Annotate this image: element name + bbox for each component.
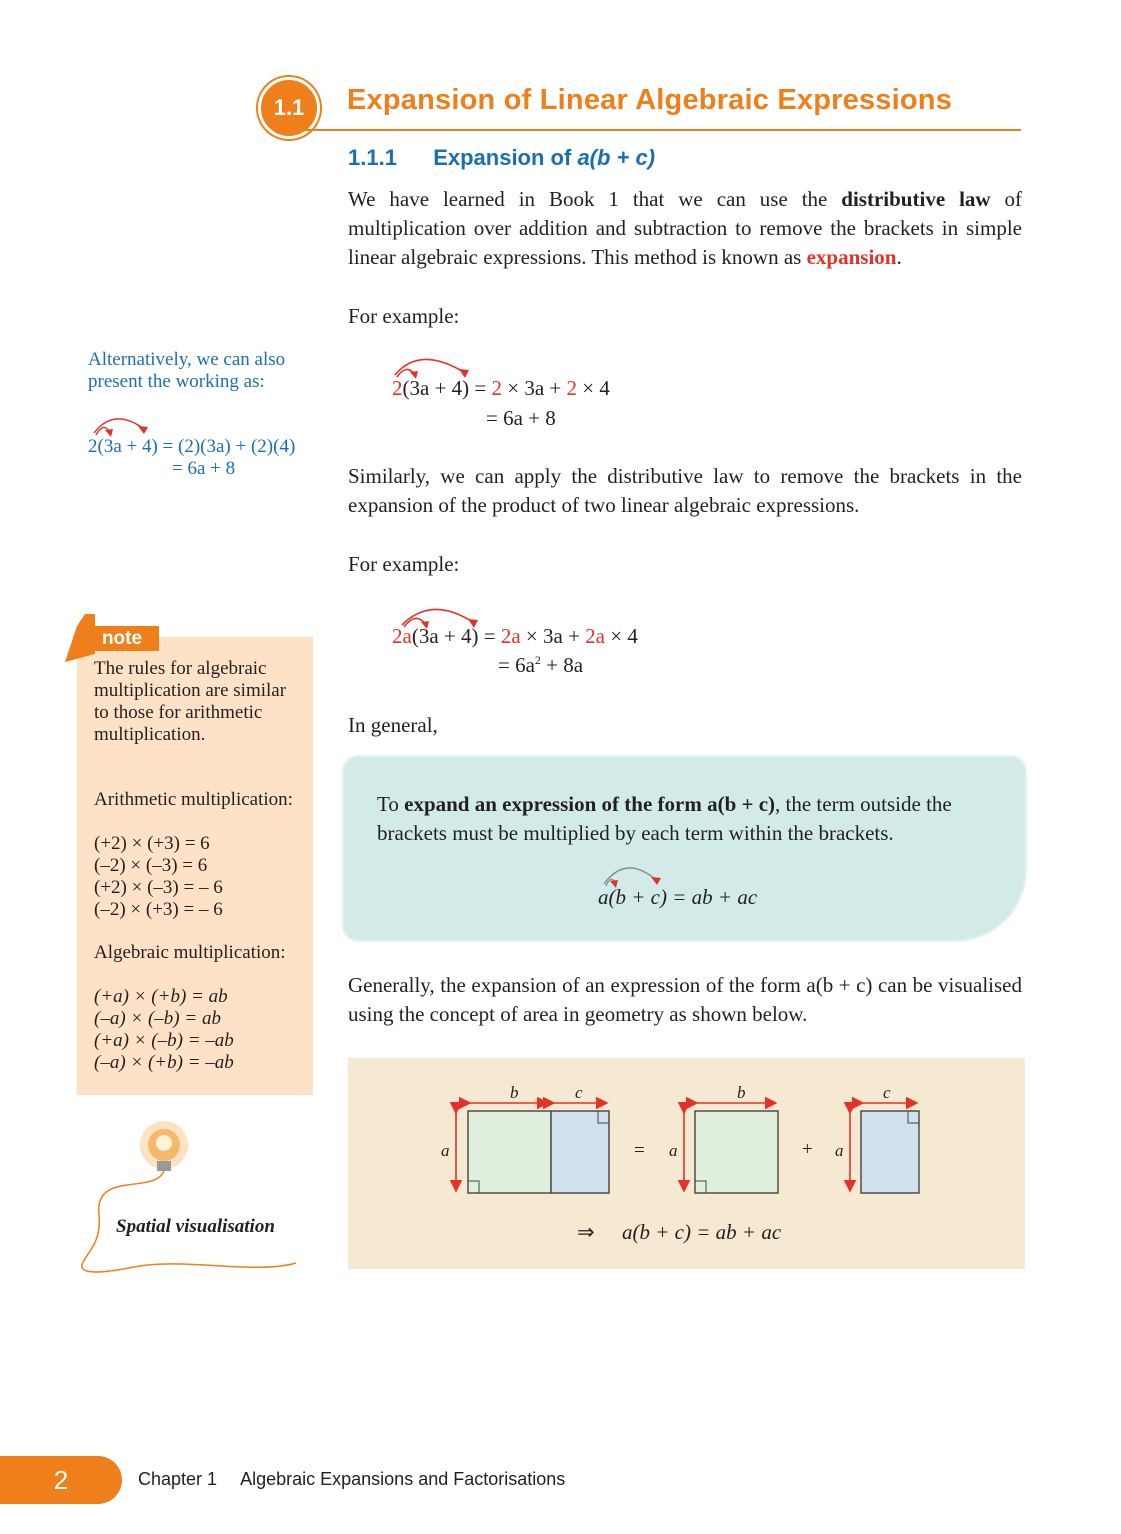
area-label-a-1: a (441, 1141, 450, 1160)
note-algebraic-rule-1: (+a) × (+b) = ab (94, 986, 228, 1007)
note-tab: note (85, 626, 159, 651)
subsection-title-math: a(b + c) (577, 145, 656, 170)
intro-paragraph (348, 185, 1022, 272)
section-title: Expansion of Linear Algebraic Expressions (347, 84, 953, 116)
expansion-term: expansion (806, 245, 897, 269)
example-1-term-4: × 4 (577, 376, 610, 400)
implies-arrow: ⇒ (577, 1220, 595, 1244)
note-algebraic-rule-4: (–a) × (+b) = –ab (94, 1052, 234, 1073)
note-paragraph: The rules for algebraic multiplication are similar to those for arithmetic multiplication. (94, 658, 287, 745)
note-arithmetic-rule-3: (+2) × (–3) = – 6 (94, 877, 223, 898)
sidebar-alternative-text: Alternatively, we can also present the working as: (88, 349, 286, 392)
sidebar-working-line-2: = 6a + 8 (172, 458, 236, 479)
key-concept-box (344, 757, 1025, 940)
example-2-line-2 (498, 653, 583, 678)
example-1-term-2: × 3a + (502, 376, 567, 400)
example-1-term-1: 2 (491, 376, 502, 400)
footer-chapter (138, 1469, 565, 1490)
intro-text-3: . (896, 245, 902, 269)
example-2-factor: 2a (392, 624, 412, 648)
example-2-term-2: × 3a + (520, 624, 586, 648)
note-arithmetic-rule-4: (–2) × (+3) = – 6 (94, 899, 223, 920)
page-number: 2 (53, 1464, 69, 1495)
example-1-term-3: 2 (566, 376, 578, 400)
example-1-bracket: (3a + 4) (402, 376, 470, 400)
area-label-c-1: c (575, 1083, 583, 1102)
area-plus-sign: + (802, 1139, 813, 1160)
example-1-line-1 (392, 376, 610, 401)
example-2-term-1: 2a (500, 624, 521, 648)
footer-chapter-title: Algebraic Expansions and Factorisations (240, 1469, 566, 1489)
key-concept-bold: expand an expression of the form a(b + c) (404, 792, 776, 816)
key-concept-text-2: , the term outside the brackets must be multiplied by each term within the brackets. (377, 792, 952, 845)
page-number-tab (0, 1456, 122, 1504)
intro-text-2: of multiplication over addition and subtraction to remove the brackets in simple linear algebraic expressions. This method is known as (348, 187, 1023, 269)
example-1-line-2: = 6a + 8 (486, 406, 556, 430)
intro-text-1: We have learned in Book 1 that we can use the (348, 187, 842, 211)
lightbulb-icon (74, 1115, 304, 1285)
for-example-label-1: For example: (348, 304, 460, 328)
section-divider (298, 129, 1021, 131)
area-label-b-2: b (737, 1083, 746, 1102)
subsection-title-text: Expansion of (433, 145, 578, 170)
example-2-exponent: 2 (534, 653, 541, 667)
footer-chapter-number: Chapter 1 (138, 1469, 218, 1489)
example-1-equals: = (469, 376, 492, 400)
sidebar-distribution-arrows (86, 405, 176, 439)
area-label-c-2: c (883, 1083, 891, 1102)
example-2-equals: = (478, 624, 501, 648)
key-concept-text (377, 790, 995, 848)
note-arithmetic-rule-2: (–2) × (–3) = 6 (94, 855, 208, 876)
sidebar-working-line-1: 2(3a + 4) = (2)(3a) + (2)(4) (88, 436, 296, 457)
note-algebraic-rule-3: (+a) × (–b) = –ab (94, 1030, 234, 1051)
note-arithmetic-rule-1: (+2) × (+3) = 6 (94, 833, 210, 854)
example-2-term-3: 2a (585, 624, 605, 648)
area-label-b-1: b (510, 1083, 519, 1102)
example-1-factor: 2 (392, 376, 403, 400)
area-result-formula: a(b + c) = ab + ac (622, 1220, 782, 1244)
area-label-a-2: a (669, 1141, 678, 1160)
note-arithmetic-title: Arithmetic multiplication: (94, 789, 293, 810)
example-2-line-2-b: + 8a (540, 653, 584, 677)
example-2-line-1 (392, 624, 638, 649)
area-label-a-3: a (835, 1141, 844, 1160)
in-general-label: In general, (348, 713, 438, 737)
note-algebraic-rule-2: (–a) × (–b) = ab (94, 1008, 221, 1029)
key-formula: a(b + c) = ab + ac (598, 885, 758, 909)
example-2-bracket: (3a + 4) (411, 624, 479, 648)
subsection-title (348, 145, 655, 171)
for-example-label-2: For example: (348, 552, 460, 576)
note-algebraic-title: Algebraic multiplication: (94, 942, 286, 963)
area-equals-sign: = (634, 1140, 645, 1161)
example-2-line-2-a: = 6a (498, 653, 535, 677)
subsection-number: 1.1.1 (348, 145, 397, 170)
spatial-visualisation-label: Spatial visualisation (116, 1216, 275, 1237)
key-concept-text-1: To (377, 792, 405, 816)
generally-paragraph: Generally, the expansion of an expression of the form a(b + c) can be visualised using the concept of area in geometry as shown below. (348, 973, 1022, 1026)
distributive-law-term: distributive law (841, 187, 991, 211)
similarly-paragraph: Similarly, we can apply the distributive law to remove the brackets in the expansion of the product of two linear algebraic expressions. (348, 464, 1022, 517)
example-2-term-4: × 4 (605, 624, 638, 648)
section-number: 1.1 (273, 95, 305, 120)
